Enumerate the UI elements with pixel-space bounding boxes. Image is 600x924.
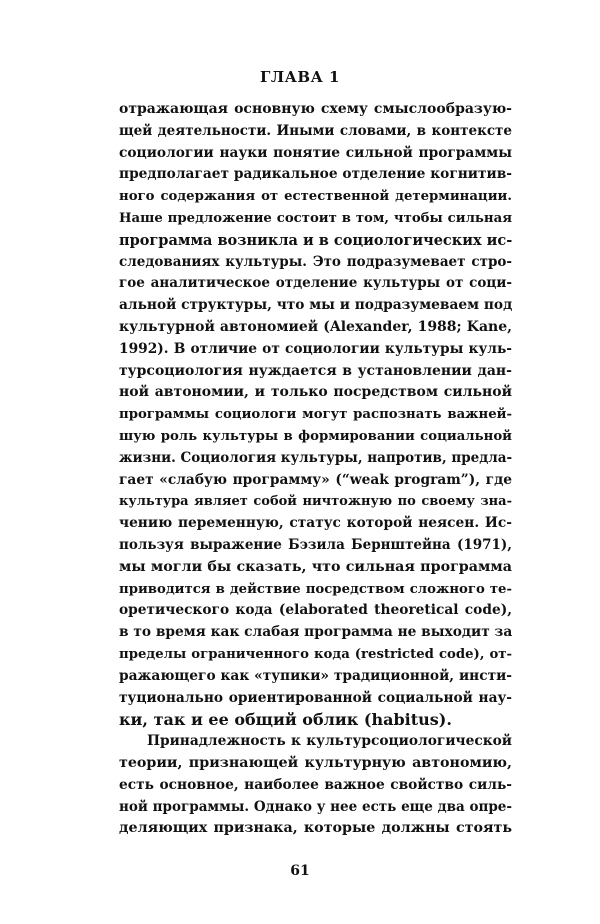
text-line: культурной автономией (Alexander, 1988; Kane, — [119, 318, 512, 335]
text-line: оретического кода (elaborated theoretical code), — [119, 602, 512, 619]
running-head: ГЛАВА 1 — [260, 68, 340, 86]
text-line: ной программы. Однако у нее есть еще два опре- — [119, 798, 512, 815]
text-line: культура являет собой ничтожную по своему зна- — [119, 494, 512, 510]
paragraph-2 — [119, 731, 512, 840]
text-line: программы социологи могут распознать важней- — [119, 407, 512, 423]
text-line: ной автономии, и только посредством сильной — [119, 384, 512, 401]
text-line: в то время как слабая программа не выходит за — [119, 624, 513, 641]
text-line: шую роль культуры в формировании социальной — [119, 428, 512, 444]
text-line: пользуя выражение Бэзила Бернштейна (1971), — [119, 536, 512, 553]
text-line: Наше предложение состоит в том, чтобы сильная — [119, 210, 512, 226]
text-line: Принадлежность к культурсоциологической — [147, 733, 512, 750]
text-line: жизни. Социология культуры, напротив, предла- — [119, 449, 513, 466]
text-line: отражающая основную схему смыслообразую- — [119, 101, 512, 117]
text-line: гое аналитическое отделение культуры от соци- — [119, 275, 512, 292]
text-line: туционально ориентированной социальной нау- — [119, 689, 512, 706]
paragraph-1 — [119, 99, 512, 731]
text-line: турсоциология нуждается в установлении дан- — [119, 362, 512, 379]
text-line: ного содержания от естественной детерминации. — [119, 189, 512, 205]
text-line: ки, так и ее общий облик (habitus). — [119, 710, 452, 730]
text-line: щей деятельности. Иными словами, в контексте — [119, 122, 512, 139]
text-line: пределы ограниченного кода (restricted code), от- — [119, 646, 512, 662]
body-text — [119, 99, 512, 840]
page-number: 61 — [290, 863, 310, 879]
text-line: ражающего как «тупики» традиционной, инсти- — [119, 667, 512, 684]
text-line: чению переменную, статус которой неясен. Ис- — [119, 515, 512, 532]
text-line: гает «слабую программу» (“weak program”), где — [119, 471, 512, 488]
text-line: социологии науки понятие сильной программы — [119, 144, 512, 161]
text-line: альной структуры, что мы и подразумеваем под — [119, 297, 513, 314]
text-line: есть основное, наиболее важное свойство силь- — [119, 776, 512, 793]
text-line: следованиях культуры. Это подразумевает стро- — [119, 253, 512, 270]
text-line: деляющих признака, которые должны стоять — [119, 820, 512, 837]
text-line: программа возникла и в социологических ис- — [119, 231, 513, 249]
text-line: предполагает радикальное отделение когнитив- — [119, 166, 512, 183]
text-line: мы могли бы сказать, что сильная программа — [119, 558, 512, 575]
text-line: теории, признающей культурную автономию, — [119, 754, 512, 771]
text-line: 1992). В отличие от социологии культуры куль- — [119, 340, 512, 357]
text-line: приводится в действие посредством сложного те- — [119, 581, 512, 597]
